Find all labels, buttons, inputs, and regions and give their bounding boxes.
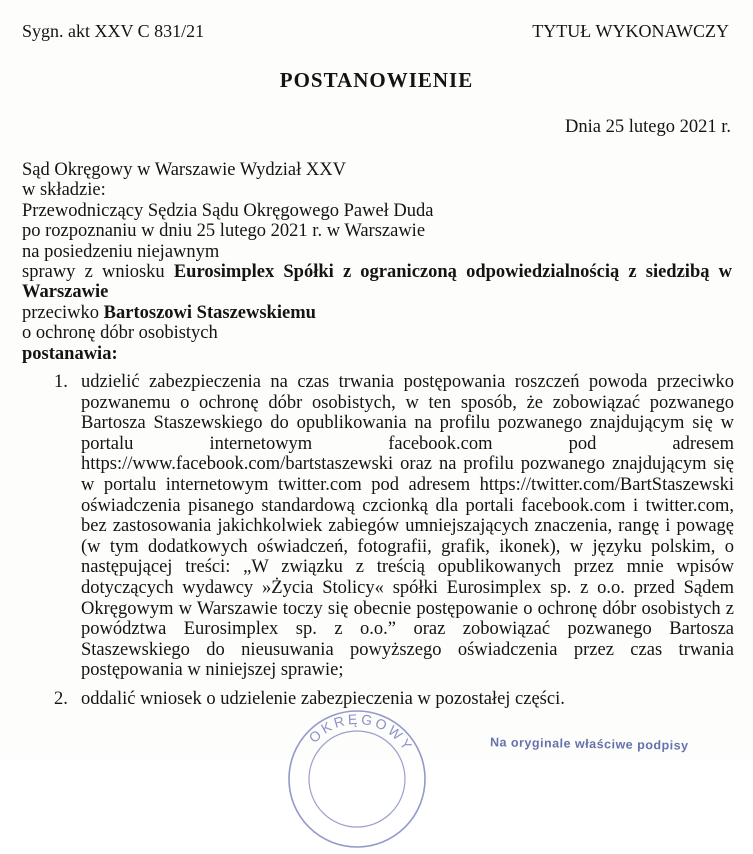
court-name: Sąd Okręgowy w Warszawie Wydział XXV	[22, 160, 346, 180]
date-line: Dnia 25 lutego 2021 r.	[565, 117, 731, 137]
document-type: TYTUŁ WYKONAWCZY	[532, 21, 729, 41]
stamp-text: OKRĘGOWY	[305, 710, 417, 755]
against-prefix: przeciwko	[22, 302, 104, 323]
case-subject: o ochronę dóbr osobistych	[22, 323, 218, 344]
case-respondent	[22, 303, 732, 323]
case-applicant	[22, 262, 732, 303]
ruling-number: 1.	[54, 372, 68, 392]
svg-text:OKRĘGOWY	[305, 711, 416, 755]
decides-word: postanawia	[22, 343, 112, 364]
case-number: Sygn. akt XXV C 831/21	[22, 21, 205, 41]
court-stamp	[282, 704, 432, 854]
applicant-name: Eurosimplex Spółki z ograniczoną odpowiedzialnością z siedzibą w Warszawie	[22, 262, 733, 303]
respondent-name: Bartoszowi Staszewskiemu	[103, 302, 316, 323]
court-composition	[22, 160, 732, 364]
rulings-list	[22, 372, 734, 710]
ruling-number: 2.	[54, 689, 68, 709]
presiding-judge: Przewodniczący Sędzia Sądu Okręgowego Paweł Duda	[22, 200, 434, 221]
ruling-text: oddalić wniosek o udzielenie zabezpieczenia w pozostałej części.	[81, 689, 565, 709]
composition-label: w składzie:	[22, 180, 106, 201]
case-prefix: sprawy z wniosku	[22, 262, 174, 283]
ruling-item	[22, 372, 734, 681]
decision-heading: postanawia:	[22, 343, 118, 364]
hearing-date: po rozpoznaniu w dniu 25 lutego 2021 r. w Warszawie	[22, 221, 426, 242]
signature-note: Na oryginale właściwe podpisy	[489, 735, 689, 753]
ruling-text: udzielić zabezpieczenia na czas trwania postępowania roszczeń powoda przeciwko pozwanemu o ochronę dóbr osobistych, w ten sposób, że zobowiązać pozwanego Bartosza Staszewskiego do opublikowania na profilu pozwanego znajdującym się w portalu internetowym facebook.com pod adresem https://www.facebook.com/bartstaszewski oraz na profilu pozwanego znajdującym się w portalu internetowym twitter.com pod adresem https://twitter.com/BartStaszewski oświadczenia pisanego standardową czcionką dla portali facebook.com i twitter.com, bez zastosowania jakichkolwiek zabiegów umniejszających znaczenia, rangę i powagę (w tym dodatkowych oświadczeń, fotografii, grafik, ikonek), w języku polskim, o następującej treści: „W związku z treścią opublikowanych przez mnie wpisów dotyczących wydawcy »Życia Stolicy« spółki Eurosimplex sp. z o.o. przed Sądem Okręgowym w Warszawie toczy się obecnie postępowanie o ochronę dóbr osobistych z powództwa Eurosimplex sp. z o.o.” oraz zobowiązać pozwanego Bartosza Staszewskiego do nieusuwania powyższego oświadczenia przez czas trwania postępowania w niniejszej sprawie;	[81, 372, 734, 681]
hearing-type: na posiedzeniu niejawnym	[22, 241, 220, 262]
document-title: POSTANOWIENIE	[279, 68, 474, 92]
